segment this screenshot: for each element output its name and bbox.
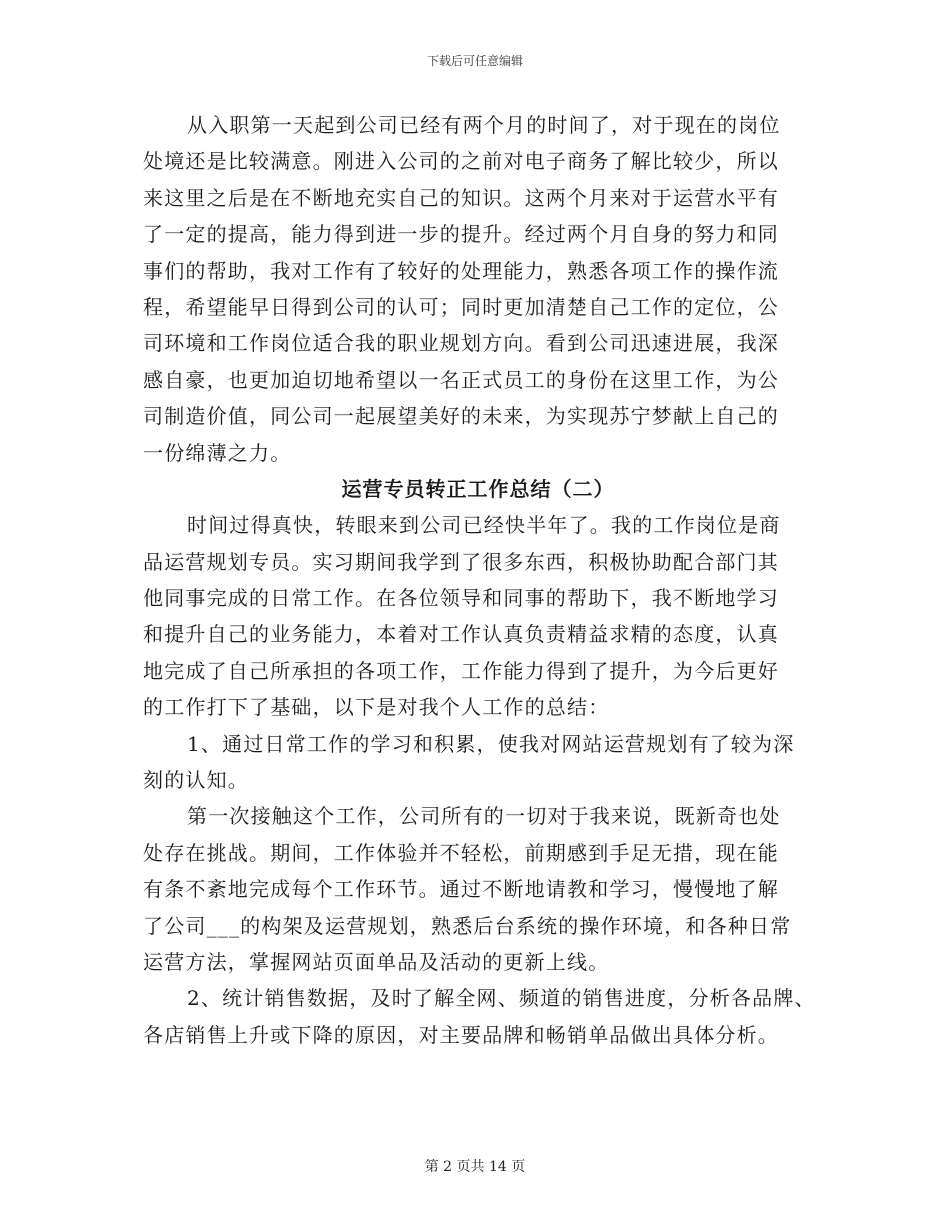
paragraph-line: 1、通过日常工作的学习和积累，使我对网站运营规划有了较为深 [187, 731, 795, 756]
paragraph-line: 了一定的提高，能力得到进一步的提升。经过两个月自身的努力和同 [143, 222, 779, 247]
paragraph-line: 地完成了自己所承担的各项工作，工作能力得到了提升，为今后更好 [143, 658, 779, 683]
paragraph-line: 司制造价值，同公司一起展望美好的未来，为实现苏宁梦献上自己的 [143, 404, 779, 429]
paragraph-line: 和提升自己的业务能力，本着对工作认真负责精益求精的态度，认真 [143, 622, 779, 647]
paragraph-line: 感自豪，也更加迫切地希望以一名正式员工的身份在这里工作，为公 [143, 367, 779, 392]
paragraph-line: 从入职第一天起到公司已经有两个月的时间了，对于现在的岗位 [187, 113, 781, 137]
paragraph-line: 他同事完成的日常工作。在各位领导和同事的帮助下，我不断地学习 [143, 586, 779, 611]
paragraph-line: 事们的帮助，我对工作有了较好的处理能力，熟悉各项工作的操作流 [143, 258, 779, 283]
paragraph-line: 2、统计销售数据，及时了解全网、频道的销售进度，分析各品牌、 [187, 986, 816, 1011]
section-title: 运营专员转正工作总结（二） [341, 476, 615, 501]
paragraph-line: 程，希望能早日得到公司的认可；同时更加清楚自己工作的定位，公 [143, 294, 779, 319]
paragraph-line: 品运营规划专员。实习期间我学到了很多东西，积极协助配合部门其 [143, 549, 779, 574]
paragraph-line: 了公司___的构架及运营规划，熟悉后台系统的操作环境，和各种日常 [143, 913, 792, 938]
page-header: 下载后可任意编辑 [426, 54, 523, 68]
paragraph-line: 时间过得真快，转眼来到公司已经快半年了。我的工作岗位是商 [187, 513, 781, 538]
paragraph-line: 运营方法，掌握网站页面单品及活动的更新上线。 [143, 949, 610, 974]
paragraph-line: 一份绵薄之力。 [143, 440, 292, 465]
paragraph-line: 处存在挑战。期间，工作体验并不轻松，前期感到手足无措，现在能 [143, 840, 779, 865]
paragraph-line: 刻的认知。 [143, 768, 249, 793]
paragraph-line: 处境还是比较满意。刚进入公司的之前对电子商务了解比较少，所以 [143, 149, 779, 174]
paragraph-line: 各店销售上升或下降的原因，对主要品牌和畅销单品做出具体分析。 [143, 1022, 779, 1047]
paragraph-line: 来这里之后是在不断地充实自己的知识。这两个月来对于运营水平有 [143, 185, 779, 210]
page-footer: 第 2 页共 14 页 [424, 1159, 526, 1175]
paragraph-line: 的工作打下了基础，以下是对我个人工作的总结： [143, 695, 610, 720]
document-body [143, 107, 816, 1053]
paragraph-line: 第一次接触这个工作，公司所有的一切对于我来说，既新奇也处 [187, 804, 781, 829]
paragraph-line: 有条不紊地完成每个工作环节。通过不断地请教和学习，慢慢地了解 [143, 877, 779, 902]
paragraph-line: 司环境和工作岗位适合我的职业规划方向。看到公司迅速进展，我深 [143, 331, 779, 356]
